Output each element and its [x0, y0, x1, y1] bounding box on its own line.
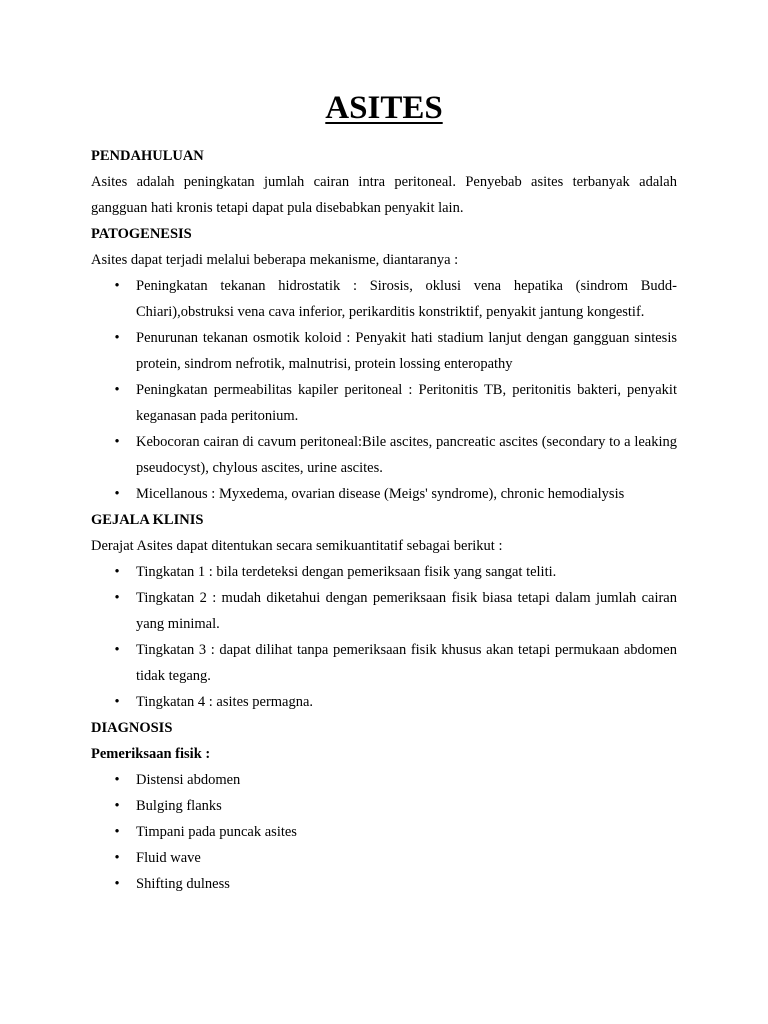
diagnosis-subheading: Pemeriksaan fisik : — [91, 746, 211, 762]
list-item-text: Distensi abdomen — [136, 772, 241, 788]
patogenesis-intro: Asites dapat terjadi melalui beberapa mekanisme, diantaranya : — [91, 252, 459, 268]
bullet-icon: • — [114, 434, 120, 450]
bullet-icon: • — [114, 798, 120, 814]
section-heading-diagnosis: DIAGNOSIS — [91, 720, 173, 736]
list-item — [114, 689, 677, 715]
bullet-icon: • — [114, 382, 120, 398]
pendahuluan-paragraph: Asites adalah peningkatan jumlah cairan intra peritoneal. Penyebab asites terbanyak adalah gangguan hati kronis tetapi dapat pula disebabkan penyakit lain. — [91, 174, 677, 216]
list-item-text: Tingkatan 4 : asites permagna. — [136, 694, 314, 710]
list-item-text: Timpani pada puncak asites — [136, 824, 297, 840]
list-item — [114, 481, 677, 507]
bullet-icon: • — [114, 590, 120, 606]
list-item-text: Penurunan tekanan osmotik koloid : Penyakit hati stadium lanjut dengan gangguan sintesis protein, sindrom nefrotik, malnutrisi, protein lossing enteropathy — [136, 330, 677, 372]
section-heading-gejala-klinis: GEJALA KLINIS — [91, 512, 204, 528]
list-item — [114, 767, 677, 793]
list-item-text: Peningkatan permeabilitas kapiler peritoneal : Peritonitis TB, peritonitis bakteri, penyakit keganasan pada peritonium. — [136, 382, 677, 424]
list-item-text: Kebocoran cairan di cavum peritoneal:Bile ascites, pancreatic ascites (secondary to a leaking pseudocyst), chylous ascites, urine ascites. — [136, 434, 677, 476]
list-item — [114, 637, 677, 689]
bullet-icon: • — [114, 772, 120, 788]
list-item — [114, 793, 677, 819]
list-item — [114, 871, 677, 897]
list-item — [114, 819, 677, 845]
bullet-icon: • — [114, 850, 120, 866]
section-heading-pendahuluan: PENDAHULUAN — [91, 148, 204, 164]
list-item-text: Tingkatan 2 : mudah diketahui dengan pemeriksaan fisik biasa tetapi dalam jumlah cairan yang minimal. — [136, 590, 677, 632]
list-item — [114, 273, 677, 325]
bullet-icon: • — [114, 694, 120, 710]
bullet-icon: • — [114, 642, 120, 658]
list-item-text: Fluid wave — [136, 850, 201, 866]
section-heading-patogenesis: PATOGENESIS — [91, 226, 192, 242]
bullet-icon: • — [114, 486, 120, 502]
bullet-icon: • — [114, 824, 120, 840]
list-item — [114, 377, 677, 429]
list-item — [114, 559, 677, 585]
list-item-text: Tingkatan 1 : bila terdeteksi dengan pemeriksaan fisik yang sangat teliti. — [136, 564, 557, 580]
bullet-icon: • — [114, 876, 120, 892]
list-item-text: Shifting dulness — [136, 876, 230, 892]
list-item-text: Peningkatan tekanan hidrostatik : Sirosis, oklusi vena hepatika (sindrom Budd-Chiari),obstruksi vena cava inferior, perikarditis konstriktif, penyakit jantung kongestif. — [136, 278, 677, 320]
list-item — [114, 429, 677, 481]
list-item-text: Tingkatan 3 : dapat dilihat tanpa pemeriksaan fisik khusus akan tetapi permukaan abdomen tidak tegang. — [136, 642, 677, 684]
document-title: ASITES — [325, 90, 443, 126]
list-item — [114, 845, 677, 871]
gejala-klinis-list — [91, 559, 677, 715]
bullet-icon: • — [114, 564, 120, 580]
bullet-icon: • — [114, 278, 120, 294]
list-item-text: Micellanous : Myxedema, ovarian disease (Meigs' syndrome), chronic hemodialysis — [136, 486, 625, 502]
bullet-icon: • — [114, 330, 120, 346]
list-item — [114, 585, 677, 637]
gejala-klinis-intro: Derajat Asites dapat ditentukan secara semikuantitatif sebagai berikut : — [91, 538, 503, 554]
list-item — [114, 325, 677, 377]
patogenesis-list — [91, 273, 677, 507]
list-item-text: Bulging flanks — [136, 798, 222, 814]
diagnosis-list — [91, 767, 677, 897]
document-body — [91, 143, 677, 897]
